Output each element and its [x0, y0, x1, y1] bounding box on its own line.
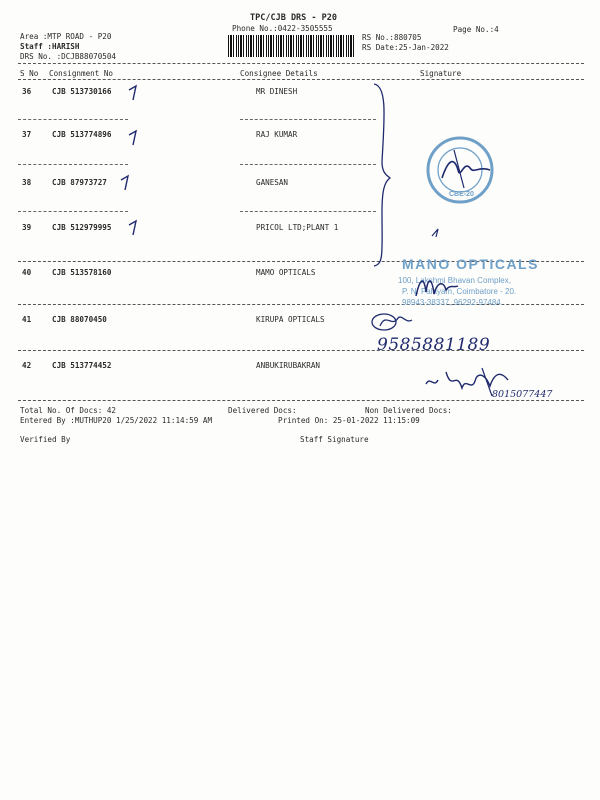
verified-by: Verified By	[20, 435, 71, 444]
row-consignee: MAMO OPTICALS	[256, 268, 316, 277]
row-sno: 41	[22, 315, 32, 324]
row-consignee: PRICOL LTD;PLANT 1	[256, 223, 339, 232]
brace-mark-icon	[370, 82, 394, 268]
row-sno: 38	[22, 178, 32, 187]
drs-number: DRS No. :DCJB88070504	[20, 52, 117, 61]
shop-stamp-name: MANO OPTICALS	[402, 256, 539, 272]
staff-signature-label: Staff Signature	[300, 435, 369, 444]
barcode	[228, 35, 354, 57]
doc-title: TPC/CJB DRS - P20	[250, 13, 337, 23]
handwritten-phone: 8015077447	[492, 389, 553, 400]
round-seal-icon	[424, 130, 500, 210]
row-consignee: KIRUPA OPTICALS	[256, 315, 325, 324]
row-consignee: ANBUKIRUBAKRAN	[256, 361, 321, 370]
tick-mark-icon	[126, 217, 146, 237]
total-docs: Total No. Of Docs: 42	[20, 406, 117, 415]
row-sno: 36	[22, 87, 32, 96]
col-signature: Signature	[420, 69, 462, 78]
row-consignment: CJB 513774452	[52, 361, 112, 370]
handwritten-phone: 9585881189	[377, 335, 491, 355]
round-seal-text: CBE-20	[449, 191, 474, 198]
columns-divider	[18, 79, 584, 80]
shop-stamp-city: P. N. Palayam, Coimbatore - 20.	[402, 287, 517, 296]
entered-by: Entered By :MUTHUP20 1/25/2022 11:14:59 AM	[20, 416, 213, 425]
area-label: Area :MTP ROAD - P20	[20, 32, 112, 41]
row-consignment: CJB 87973727	[52, 178, 107, 187]
table-bottom-divider	[18, 400, 584, 401]
col-consignee: Consignee Details	[240, 69, 318, 78]
row-consignment: CJB 513578160	[52, 268, 112, 277]
col-sno: S No	[20, 69, 39, 78]
rs-date: RS Date:25-Jan-2022	[362, 43, 449, 52]
header-divider	[18, 63, 584, 64]
tick-mark-icon	[126, 127, 146, 147]
row-divider	[240, 211, 376, 212]
row-sno: 40	[22, 268, 32, 277]
tick-mark-icon	[126, 82, 146, 102]
delivered-docs: Delivered Docs:	[228, 406, 297, 415]
tick-mark-icon	[118, 172, 138, 192]
row-divider	[240, 164, 376, 165]
rs-number: RS No.:880705	[362, 33, 422, 42]
row-sno: 39	[22, 223, 32, 232]
page-number: Page No.:4	[453, 25, 499, 34]
row-consignment: CJB 512979995	[52, 223, 112, 232]
row-consignment: CJB 513730166	[52, 87, 112, 96]
row-consignment: CJB 88070450	[52, 315, 107, 324]
col-consignment: Consignment No	[49, 69, 114, 78]
handwritten-signature-icon	[414, 270, 460, 304]
row-divider	[18, 119, 128, 120]
row-divider	[240, 119, 376, 120]
row-consignee: GANESAN	[256, 178, 289, 187]
row-sno: 37	[22, 130, 32, 139]
handwritten-signature-icon	[370, 308, 414, 334]
row-divider	[18, 211, 128, 212]
row-divider	[18, 164, 128, 165]
row-consignee: MR DINESH	[256, 87, 298, 96]
non-delivered-docs: Non Delivered Docs:	[365, 406, 452, 415]
staff-label: Staff :HARISH	[20, 42, 80, 51]
row-consignee: RAJ KUMAR	[256, 130, 298, 139]
pen-mark-icon	[430, 226, 444, 240]
row-sno: 42	[22, 361, 32, 370]
row-consignment: CJB 513774896	[52, 130, 112, 139]
phone-number: Phone No.:0422-3505555	[232, 24, 333, 33]
shop-stamp-phone: 98943-38337, 96292-97484.	[402, 298, 503, 307]
shop-stamp-address: 100, Lakshmi Bhavan Complex,	[398, 276, 511, 285]
printed-on: Printed On: 25-01-2022 11:15:09	[278, 416, 420, 425]
row-divider	[18, 350, 584, 351]
